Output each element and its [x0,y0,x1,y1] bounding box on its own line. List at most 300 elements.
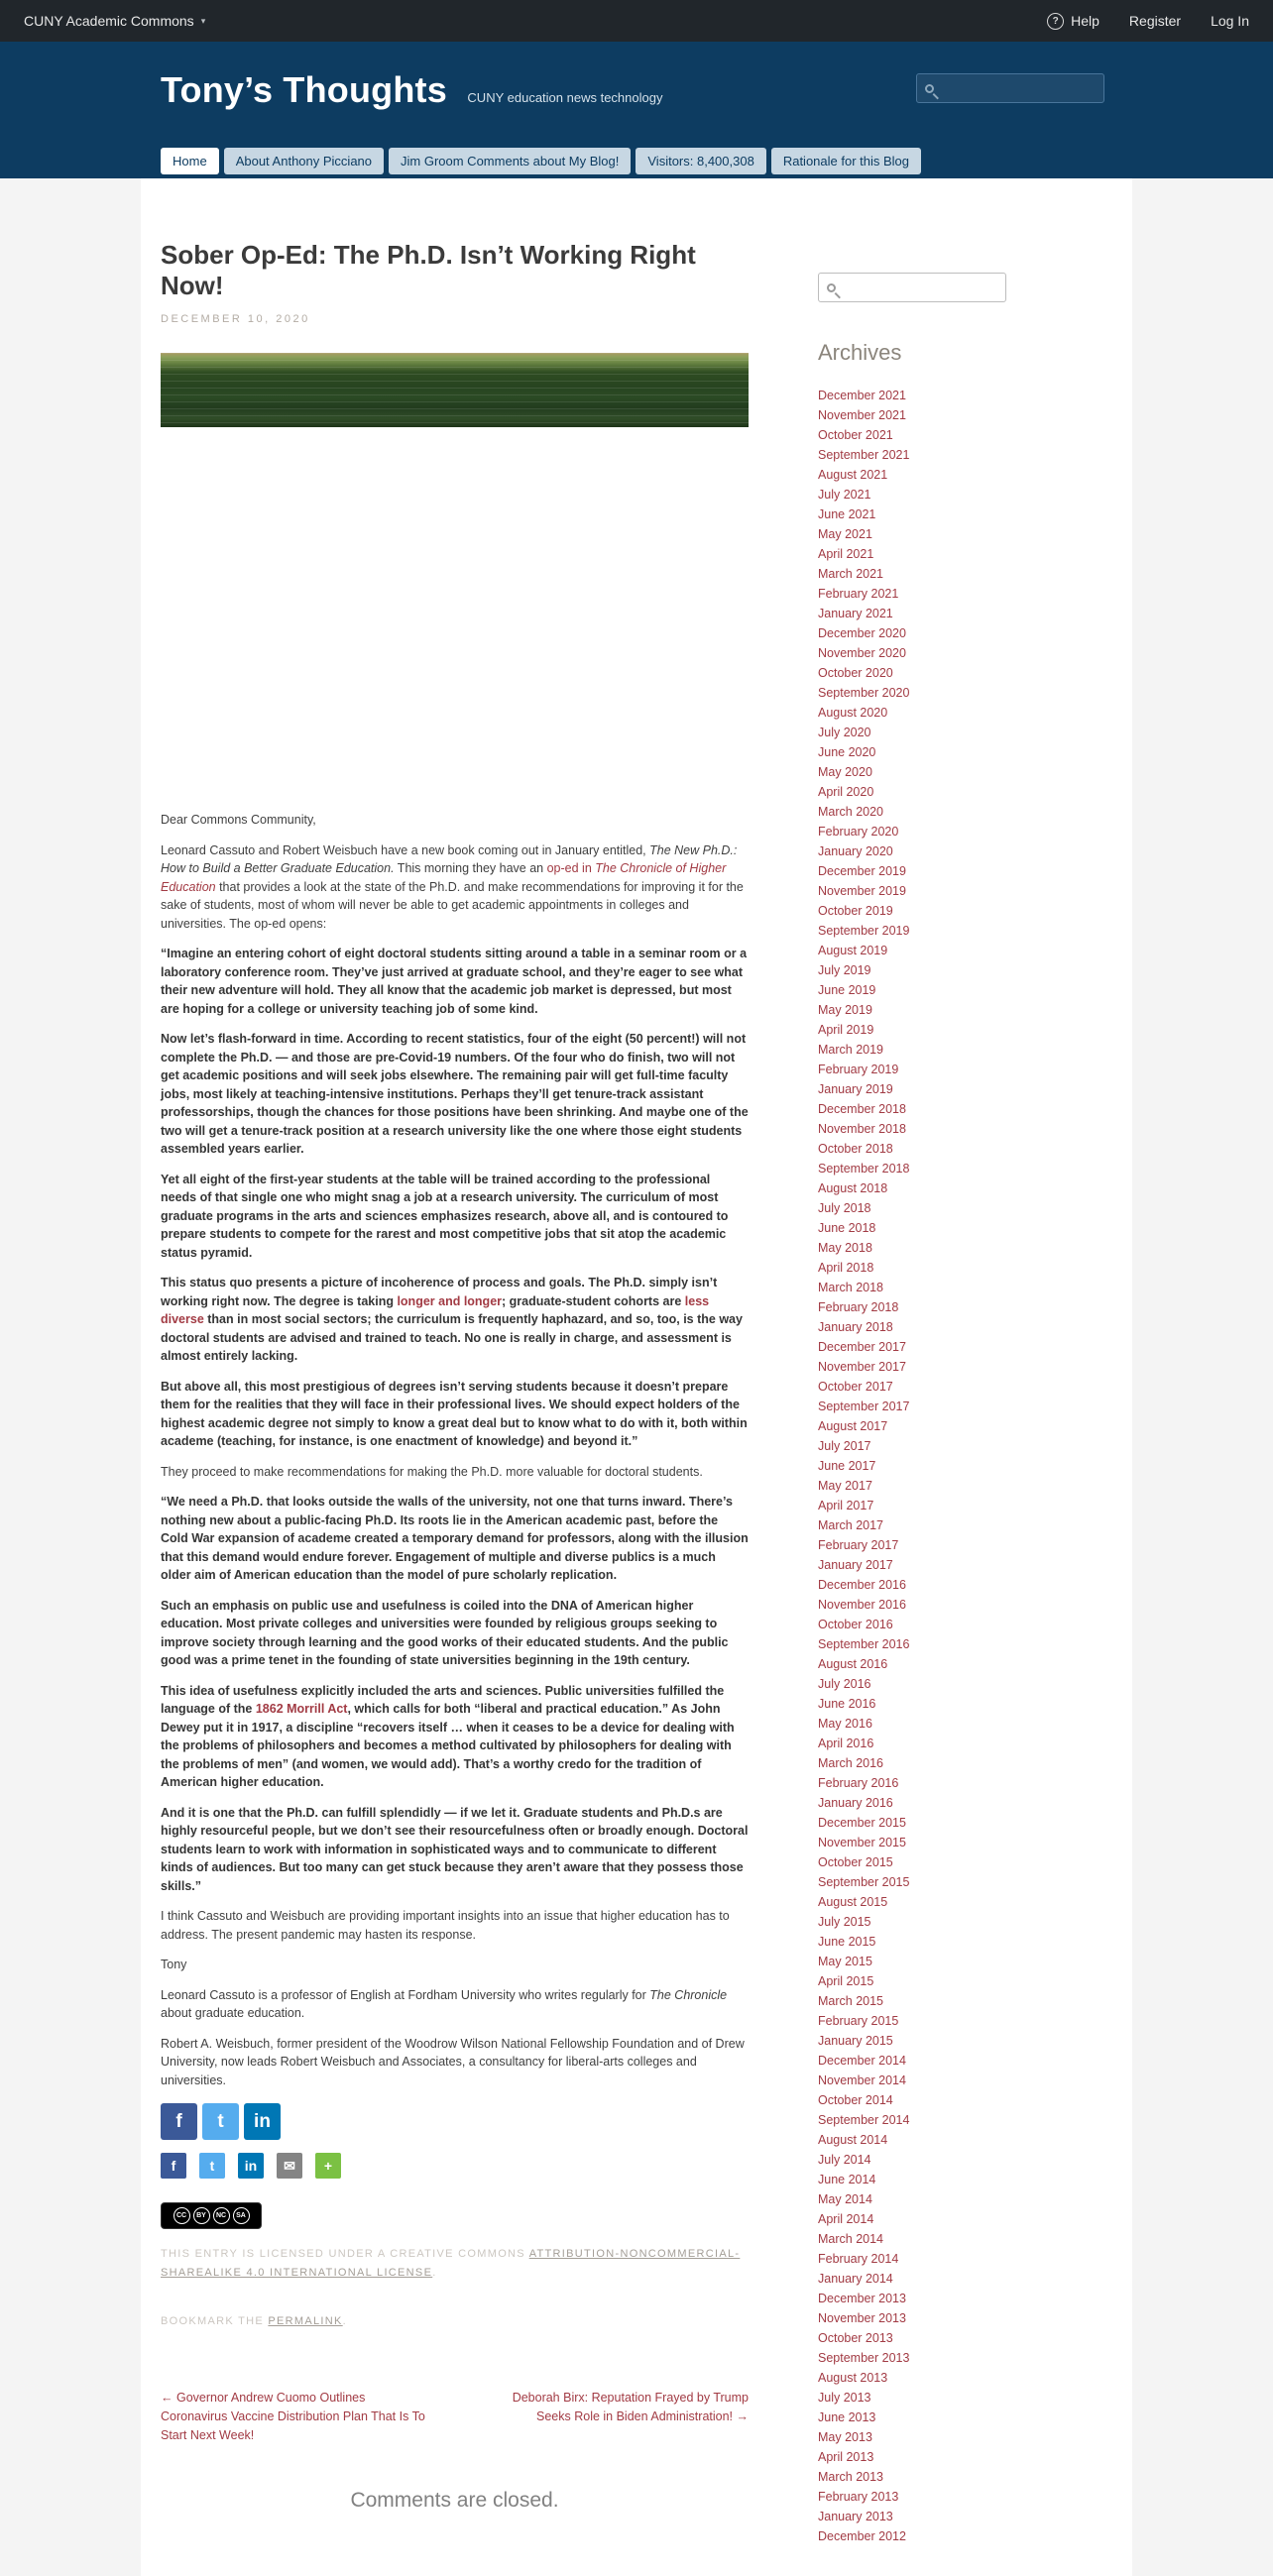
facebook-icon: f [175,2110,182,2132]
post-paragraph [161,2035,749,2090]
text-segment: Robert A. Weisbuch, former president of the Woodrow Wilson National Fellowship Foundation and of Drew University, now leads Robert Weisbuch and Associates, a consultancy for liberal-arts colleges and universities. [161,2036,745,2087]
archive-list-item [818,881,1006,901]
archive-list-item [818,742,1006,762]
archive-link[interactable]: December 2014 [818,2054,906,2068]
post-paragraph [161,1956,749,1974]
archive-link[interactable]: June 2018 [818,1221,876,1235]
archive-list-item [818,2011,1006,2031]
text-segment: The Chronicle [649,1987,728,2002]
archive-list-item [818,1971,1006,1991]
archive-link[interactable]: June 2016 [818,1697,876,1711]
archive-list-item [818,2071,1006,2090]
archive-list-item [818,1397,1006,1416]
archive-list-item [818,2051,1006,2071]
archive-link[interactable]: December 2017 [818,1340,906,1354]
archive-list-item [818,1852,1006,1872]
archive-link[interactable]: September 2017 [818,1400,910,1413]
archive-link[interactable]: September 2014 [818,2113,910,2127]
archive-link[interactable]: April 2013 [818,2450,874,2464]
archive-link[interactable]: June 2021 [818,507,876,521]
archive-link[interactable]: August 2018 [818,1181,888,1195]
archive-link[interactable]: April 2020 [818,785,874,799]
share-icon: + [323,2158,333,2174]
license-text [161,2245,749,2283]
archive-link[interactable]: February 2013 [818,2490,899,2504]
post-paragraph [161,1597,749,1670]
nav-item-jim-groom-comments-about-my-blog[interactable]: Jim Groom Comments about My Blog! [389,148,631,174]
text-segment: Now let’s flash-forward in time. According to recent statistics, four of the eight (50 percent!) will not complete the Ph.D. — and those are pre-Covid-19 numbers. Of the four who do finish, two will not get academic positions and will seek jobs elsewhere. The remaining pair will get full-time faculty jobs, most likely at teaching-intensive institutions. Perhaps they’ll get tenure-track assistant professorships, though the chances for those positions have been shrinking. And maybe one of the two will get a tenure-track position at a research university like the one where those eight students assembled years earlier. [161,1032,749,1156]
archive-link[interactable]: September 2013 [818,2351,910,2365]
cc-icon: CC [174,2207,190,2224]
archive-link[interactable]: September 2021 [818,448,910,462]
archive-list-item [818,980,1006,1000]
inline-link[interactable]: longer and longer [397,1293,503,1308]
post-article [161,178,749,2513]
archive-list-item [818,941,1006,960]
archive-link[interactable]: April 2015 [818,1974,874,1988]
archive-list-item [818,2189,1006,2209]
post-paragraph [161,1274,749,1366]
text-segment: , which calls for both “liberal and practical education.” As John Dewey put it in 1917, a discipline “recovers itself … when it ceases to be a device for dealing with the problems of philosophers and becomes a method cultivated by philosophers for dealing with the problems of men” (and women, we would add). That’s a worthy credo for the tradition of American higher education. [161,1702,735,1789]
text-segment: This idea of usefulness explicitly included the arts and sciences. Public universities fulfilled the language of the [161,1683,725,1716]
archive-list-item [818,663,1006,683]
nav-item-about-anthony-picciano[interactable]: About Anthony Picciano [224,148,384,174]
archive-link[interactable]: April 2016 [818,1736,874,1750]
next-post-link[interactable]: Deborah Birx: Reputation Frayed by Trump Seeks Role in Biden Administration! → [512,2391,749,2423]
inline-link[interactable]: PERMALINK [268,2315,343,2327]
archive-list-item [818,1297,1006,1317]
archive-list-item [818,1634,1006,1654]
sidebar-search-input[interactable] [843,280,997,295]
archive-list-item [818,405,1006,425]
archive-link[interactable]: January 2014 [818,2272,893,2286]
archive-list-item [818,1555,1006,1575]
archive-link[interactable]: July 2018 [818,1201,871,1215]
archive-link[interactable]: December 2016 [818,1578,906,1592]
inline-link[interactable]: ATTRIBUTION-NONCOMMERCIAL-SHAREALIKE 4.0 INTERNATIONAL LICENSE [161,2248,741,2279]
archive-list-item [818,2447,1006,2467]
share-facebook-button[interactable] [161,2153,186,2179]
archive-list-item [818,2487,1006,2507]
archive-list-item [818,1872,1006,1892]
text-segment: that provides a look at the state of the Ph.D. and make recommendations for improving it for the sake of students, most of whom will never be able to get academic appointments in colleges and universities. The op-ed opens: [161,879,744,931]
archive-list-item [818,544,1006,564]
admin-bar-site-label: CUNY Academic Commons [24,13,194,29]
archive-list-item [818,2507,1006,2526]
archive-link[interactable]: January 2019 [818,1082,893,1096]
archive-list-item [818,2467,1006,2487]
archive-link[interactable]: May 2018 [818,1241,872,1255]
email-icon: ✉ [284,2157,295,2174]
archive-link[interactable]: March 2021 [818,567,884,581]
archive-link[interactable]: July 2016 [818,1677,871,1691]
archive-link[interactable]: January 2016 [818,1796,893,1810]
archive-link[interactable]: May 2016 [818,1717,872,1731]
inline-link[interactable]: less diverse [161,1293,710,1326]
archive-link[interactable]: October 2013 [818,2331,893,2345]
archive-list-item [818,2308,1006,2328]
archive-link[interactable]: April 2017 [818,1499,874,1512]
archive-link[interactable]: April 2018 [818,1261,874,1275]
archive-link[interactable]: August 2016 [818,1657,888,1671]
archive-link[interactable]: November 2015 [818,1836,906,1849]
header-search [916,73,1104,103]
archive-link[interactable]: January 2020 [818,844,893,858]
archive-list-item [818,2170,1006,2189]
text-segment: This morning they have an [394,861,547,875]
archive-list-item [818,901,1006,921]
archive-link[interactable]: October 2017 [818,1380,893,1394]
inline-link[interactable]: op-ed in [546,861,596,875]
nav-item-visitors-8-400-308[interactable]: Visitors: 8,400,308 [636,148,765,174]
archive-link[interactable]: December 2018 [818,1102,906,1116]
archive-list-item [818,485,1006,504]
archive-link[interactable]: February 2018 [818,1300,899,1314]
admin-bar-site-menu[interactable] [24,13,205,29]
sidebar [818,178,1006,2546]
archive-list-item [818,1912,1006,1932]
archive-link[interactable]: December 2012 [818,2529,906,2543]
archive-list-item [818,2328,1006,2348]
archive-list-item [818,2209,1006,2229]
archive-link[interactable]: November 2017 [818,1360,906,1374]
help-link[interactable] [1047,13,1099,30]
archive-link[interactable]: June 2017 [818,1459,876,1473]
archive-list-item [818,683,1006,703]
archive-list-item [818,1714,1006,1734]
archive-link[interactable]: March 2013 [818,2470,884,2484]
archive-list-item [818,1337,1006,1357]
comments-closed-text: Comments are closed. [350,2489,559,2512]
text-segment: I think Cassuto and Weisbuch are providing important insights into an issue that higher education has to address. The present pandemic may hasten its response. [161,1909,730,1942]
text-segment: Leonard Cassuto and Robert Weisbuch have a new book coming out in January entitled, [161,842,650,857]
archive-link[interactable]: March 2016 [818,1756,884,1770]
archive-list-item [818,1436,1006,1456]
archive-list-item [818,1079,1006,1099]
post-navigation [161,2389,749,2445]
archive-link[interactable]: January 2015 [818,2034,893,2048]
archive-list-item [818,2110,1006,2130]
archive-list-item [818,1119,1006,1139]
archive-list-item [818,2249,1006,2269]
archive-list-item [818,1535,1006,1555]
archive-list-item [818,960,1006,980]
archive-list-item [818,1515,1006,1535]
site-header [0,42,1273,178]
text-segment: about graduate education. [161,2006,305,2020]
share-linkedin-button[interactable] [244,2103,281,2140]
archive-link[interactable]: June 2019 [818,983,876,997]
archive-link[interactable]: July 2021 [818,488,871,502]
archive-list-item [818,762,1006,782]
archive-link[interactable]: October 2014 [818,2093,893,2107]
archive-link[interactable]: March 2020 [818,805,884,819]
archive-list-item [818,1753,1006,1773]
archive-link[interactable]: January 2018 [818,1320,893,1334]
archive-link[interactable]: July 2019 [818,963,871,977]
archive-link[interactable]: November 2013 [818,2311,906,2325]
archive-list-item [818,1416,1006,1436]
archive-list-item [818,2368,1006,2388]
archive-list-item [818,1595,1006,1615]
archive-link[interactable]: May 2017 [818,1479,872,1493]
archive-list-item [818,1674,1006,1694]
archive-list-item [818,1317,1006,1337]
archive-list-item [818,2090,1006,2110]
archive-list-item [818,1278,1006,1297]
archive-list-item [818,2348,1006,2368]
post-title: Sober Op-Ed: The Ph.D. Isn’t Working Right Now! [161,240,696,300]
nav-item-rationale-for-this-blog[interactable]: Rationale for this Blog [771,148,921,174]
archive-link[interactable]: January 2013 [818,2510,893,2523]
archive-link[interactable]: April 2021 [818,547,874,561]
register-link[interactable]: Register [1128,13,1182,29]
archive-list-item [818,1178,1006,1198]
archive-link[interactable]: January 2021 [818,607,893,620]
bookmark-permalink [161,2312,749,2331]
archive-list-item [818,1020,1006,1040]
archive-link[interactable]: October 2018 [818,1142,893,1156]
question-icon: ? [1047,13,1064,30]
nav-item-home[interactable]: Home [161,148,219,174]
archive-link[interactable]: February 2021 [818,587,899,601]
archive-link[interactable]: December 2021 [818,389,906,402]
text-segment: This status quo presents a picture of incoherence of process and goals. The Ph.D. simply isn’t working right now. The degree is taking [161,1276,718,1308]
archive-link[interactable]: September 2020 [818,686,910,700]
text-segment: ; graduate-student cohorts are [502,1293,685,1308]
archive-list-item [818,1060,1006,1079]
archive-list-item [818,1198,1006,1218]
archive-link[interactable]: October 2020 [818,666,893,680]
text-segment: Such an emphasis on public use and usefulness is coiled into the DNA of American higher education. Most private colleges and universities were founded by religious groups seeking to improve society through learning and the good works of their educated students. And the public good was a prime tenet in the founding of state universities beginning in the 19th century. [161,1598,729,1667]
archive-list-item [818,2130,1006,2150]
archive-link[interactable]: October 2021 [818,428,893,442]
text-segment: . [432,2267,437,2279]
by-icon: BY [193,2207,210,2224]
archive-list-item [818,1476,1006,1496]
archive-list-item [818,1238,1006,1258]
search-icon [827,283,836,292]
twitter-icon: t [217,2110,224,2132]
prev-post-link[interactable]: ← Governor Andrew Cuomo Outlines Coronavirus Vaccine Distribution Plan That Is To Start Next Week! [161,2391,425,2442]
archive-link[interactable]: February 2017 [818,1538,899,1552]
archive-link[interactable]: August 2021 [818,468,888,482]
archive-link[interactable]: July 2014 [818,2153,871,2167]
archive-link[interactable]: June 2020 [818,745,876,759]
archive-link[interactable]: November 2016 [818,1598,906,1612]
archive-list-item [818,604,1006,623]
archive-list-item [818,1991,1006,2011]
search-icon [925,84,934,93]
archive-list-item [818,723,1006,742]
post-image [161,353,749,797]
post-paragraph [161,1986,749,2023]
text-segment: BOOKMARK THE [161,2315,269,2327]
archive-list-item [818,1813,1006,1833]
archive-link[interactable]: November 2020 [818,646,906,660]
archive-list-item [818,782,1006,802]
archive-list-item [818,2150,1006,2170]
archive-link[interactable]: July 2017 [818,1439,871,1453]
archives-heading: Archives [818,340,902,365]
archive-link[interactable]: April 2014 [818,2212,874,2226]
archive-link[interactable]: November 2018 [818,1122,906,1136]
archive-list-item [818,1952,1006,1971]
archive-list-item [818,2427,1006,2447]
archive-link[interactable]: April 2019 [818,1023,874,1037]
inline-link[interactable]: The Chronicle of Higher Education [161,861,727,894]
archive-link[interactable]: February 2016 [818,1776,899,1790]
archive-link[interactable]: July 2015 [818,1915,871,1929]
cc-license-badge[interactable] [161,2202,262,2229]
archive-link[interactable]: July 2013 [818,2391,871,2405]
share-twitter-button[interactable] [202,2103,239,2140]
linkedin-icon: in [244,2158,258,2174]
text-segment: “We need a Ph.D. that looks outside the walls of the university, not one that turns inward. There’s nothing new about a public-facing Ph.D. Its roots lie in the American academic past, before the Cold War expansion of academe created a temporary demand for professors, along with the illusion that this demand would endure forever. Engagement of multiple and diverse publics is a much older aim of American education than the model of pure scholarly replication. [161,1495,749,1582]
archive-list-item [818,1773,1006,1793]
share-buttons-small [161,2153,749,2179]
archive-link[interactable]: May 2013 [818,2430,872,2444]
archive-link[interactable]: February 2020 [818,825,899,839]
text-segment: . [342,2315,348,2327]
archive-list-item [818,1892,1006,1912]
archive-link[interactable]: March 2015 [818,1994,884,2008]
login-link[interactable]: Log In [1211,13,1249,29]
archive-link[interactable]: August 2014 [818,2133,888,2147]
archive-list-item [818,1218,1006,1238]
archive-list-item [818,1377,1006,1397]
share-twitter-button[interactable] [199,2153,225,2179]
archive-link[interactable]: August 2013 [818,2371,888,2385]
admin-bar-right [1047,13,1249,30]
main-nav [161,148,921,174]
header-search-input[interactable] [941,80,1096,96]
admin-bar [0,0,1273,42]
archive-list-item [818,703,1006,723]
archive-link[interactable]: November 2021 [818,408,906,422]
archive-list-item [818,564,1006,584]
archive-list-item [818,1694,1006,1714]
archive-link[interactable]: May 2021 [818,527,872,541]
archive-link[interactable]: February 2014 [818,2252,899,2266]
archive-link[interactable]: November 2019 [818,884,906,898]
post-paragraph [161,1171,749,1263]
archive-link[interactable]: October 2015 [818,1855,893,1869]
archive-link[interactable]: October 2019 [818,904,893,918]
archive-list-item [818,802,1006,822]
archive-list-item [818,623,1006,643]
archive-link[interactable]: March 2019 [818,1043,884,1057]
archive-link[interactable]: June 2015 [818,1935,876,1949]
archive-link[interactable]: February 2019 [818,1063,899,1076]
post-paragraph [161,1463,749,1482]
sa-icon: SA [233,2207,250,2224]
archive-link[interactable]: August 2015 [818,1895,888,1909]
archive-link[interactable]: August 2019 [818,944,888,957]
archive-list-item [818,2269,1006,2289]
archive-list-item [818,1040,1006,1060]
archive-link[interactable]: May 2020 [818,765,872,779]
archive-link[interactable]: October 2016 [818,1618,893,1631]
inline-link[interactable]: 1862 Morrill Act [255,1702,348,1716]
archive-list-item [818,1000,1006,1020]
text-segment: Tony [161,1958,187,1971]
linkedin-icon: in [254,2110,271,2132]
archive-link[interactable]: September 2019 [818,924,910,938]
archive-list-item [818,386,1006,405]
field-photo [161,353,749,427]
archive-list-item [818,921,1006,941]
archive-list-item [818,1654,1006,1674]
archive-link[interactable]: January 2017 [818,1558,893,1572]
archive-link[interactable]: August 2020 [818,706,888,720]
archive-link[interactable]: February 2015 [818,2014,899,2028]
share-email-button[interactable] [277,2153,302,2179]
archive-link[interactable]: December 2015 [818,1816,906,1830]
archive-link[interactable]: September 2018 [818,1162,910,1176]
share-share-button[interactable] [315,2153,341,2179]
archive-link[interactable]: November 2014 [818,2073,906,2087]
archive-list-item [818,1833,1006,1852]
archive-list-item [818,465,1006,485]
sidebar-search [818,273,1006,302]
archive-link[interactable]: March 2018 [818,1281,884,1294]
nc-icon: NC [213,2207,230,2224]
post-paragraph [161,1682,749,1792]
post-paragraph [161,1804,749,1896]
archive-list-item [818,1357,1006,1377]
archive-list-item [818,584,1006,604]
post-paragraph [161,1030,749,1159]
twitter-icon: t [209,2158,215,2174]
archive-link[interactable]: September 2015 [818,1875,910,1889]
chevron-down-icon: ▾ [200,15,206,26]
archives-list [818,386,1006,2546]
archive-link[interactable]: March 2014 [818,2232,884,2246]
article-body [161,811,749,2089]
archive-list-item [818,1159,1006,1178]
archive-link[interactable]: December 2019 [818,864,906,878]
archive-list-item [818,1456,1006,1476]
archive-list-item [818,1615,1006,1634]
share-linkedin-button[interactable] [238,2153,264,2179]
post-paragraph [161,1907,749,1944]
facebook-icon: f [171,2158,176,2174]
site-title[interactable]: Tony’s Thoughts [161,69,447,110]
archive-link[interactable]: May 2014 [818,2192,872,2206]
archive-link[interactable]: May 2019 [818,1003,872,1017]
archive-list-item [818,425,1006,445]
archive-link[interactable]: June 2014 [818,2173,876,2186]
text-segment: And it is one that the Ph.D. can fulfill splendidly — if we let it. Graduate students and Ph.D.s are highly resourceful people, but we don’t see their resourcefulness often or broadly enough. Doctoral students learn to work with information in sophisticated ways and to communicate to different kinds of audiences. But too many can get stuck because they aren’t aware that they possess those skills.” [161,1805,749,1893]
archive-link[interactable]: June 2013 [818,2410,876,2424]
text-segment: Dear Commons Community, [161,813,316,827]
archive-list-item [818,1496,1006,1515]
archive-list-item [818,1575,1006,1595]
archive-list-item [818,2388,1006,2408]
archive-link[interactable]: March 2017 [818,1518,884,1532]
archive-link[interactable]: September 2016 [818,1637,910,1651]
archive-link[interactable]: December 2013 [818,2292,906,2305]
archive-link[interactable]: August 2017 [818,1419,888,1433]
archive-list-item [818,1793,1006,1813]
archive-link[interactable]: May 2015 [818,1955,872,1968]
archive-link[interactable]: July 2020 [818,726,871,739]
text-segment: than in most social sectors; the curriculum is frequently haphazard, and so, too, is the way doctoral students are advised and trained to teach. No one is really in charge, and assessment is almost entirely lacking. [161,1312,743,1363]
archive-link[interactable]: December 2020 [818,626,906,640]
share-facebook-button[interactable] [161,2103,197,2140]
archive-list-item [818,2229,1006,2249]
